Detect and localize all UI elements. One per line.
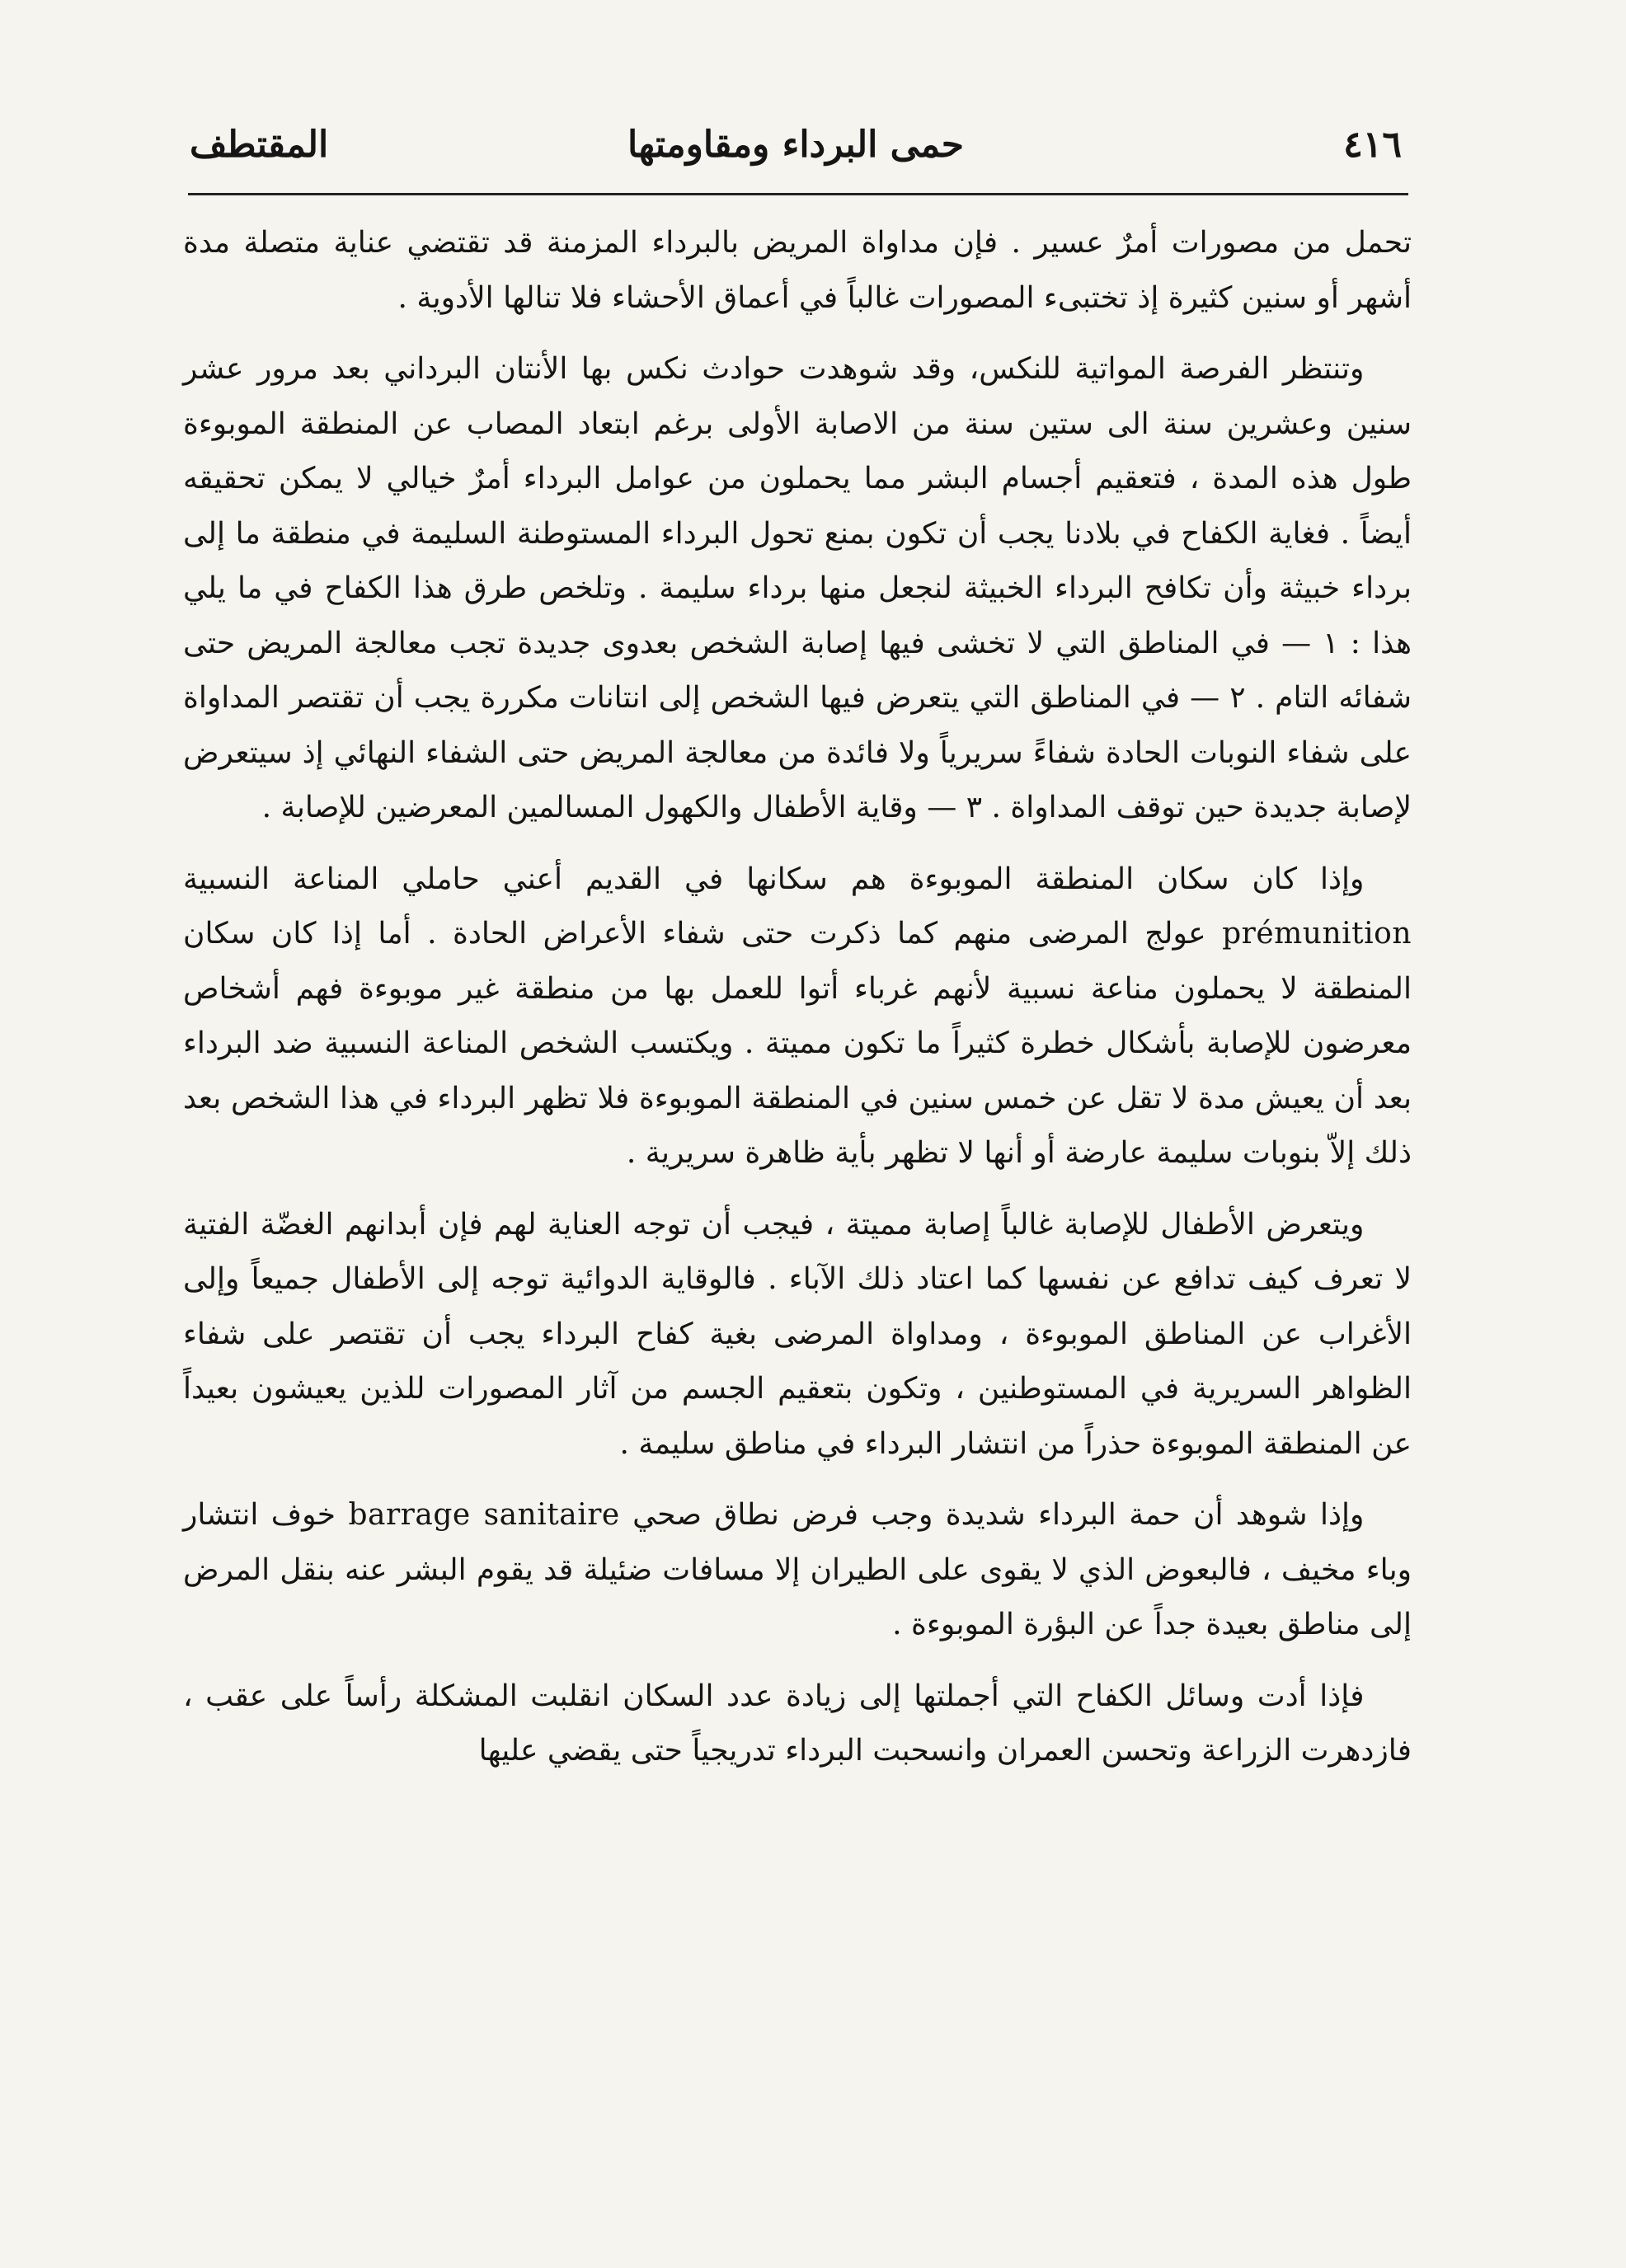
latin-term-premunition: prémunition: [1222, 917, 1412, 951]
page-header: [190, 124, 1402, 181]
paragraph-4: ويتعرض الأطفال للإصابة غالباً إصابة مميتة ، فيجب أن توجه العناية لهم فإن أبدانهم الغضّة الفتية لا تعرف كيف تدافع عن نفسها كما اعتاد ذلك الآباء . فالوقاية الدوائية توجه إلى الأطفال جميعاً وإلى الأغراب عن المناطق الموبوءة ، ومداواة المرضى بغية كفاح البرداء يجب أن تقتصر على شفاء الظواهر السريرية في المستوطنين ، وتكون بتعقيم الجسم من آثار المصورات للذين يعيشون بعيداً عن المنطقة الموبوءة حذراً من انتشار البرداء في مناطق سليمة .: [183, 1207, 1412, 1461]
paragraph-5-text-start: وإذا شوهد أن حمة البرداء شديدة وجب فرض نطاق صحي: [632, 1498, 1365, 1532]
journal-name: المقتطف: [190, 124, 329, 166]
paragraph-3: [183, 852, 1412, 1181]
paragraph-1: تحمل من مصورات أمرٌ عسير . فإن مداواة المريض بالبرداء المزمنة قد تقتضي عناية متصلة مدة أشهر أو سنين كثيرة إذ تختبىء المصورات غالباً في أعماق الأحشاء فلا تنالها الأدوية .: [183, 226, 1412, 315]
paragraph-5-text-end: خوف انتشار وباء مخيف ، فالبعوض الذي لا يقوى على الطيران إلا مسافات ضئيلة قد يقوم البشر عنه بنقل المرض إلى مناطق بعيدة جداً عن البؤرة الموبوءة .: [183, 1498, 1412, 1641]
paragraph-2: وتنتظر الفرصة المواتية للنكس، وقد شوهدت حوادث نكس بها الأنتان البرداني بعد مرور عشر سنين وعشرين سنة الى ستين سنة من الاصابة الأولى برغم ابتعاد المصاب عن المنطقة الموبوءة طول هذه المدة ، فتعقيم أجسام البشر مما يحملون من عوامل البرداء أمرٌ خيالي لا يمكن تحقيقه أيضاً . فغاية الكفاح في بلادنا يجب أن تكون بمنع تحول البرداء المستوطنة السليمة في منطقة ما إلى برداء خبيثة وأن تكافح البرداء الخبيثة لنجعل منها برداء سليمة . وتلخص طرق هذا الكفاح في ما يلي هذا : ١ — في المناطق التي لا تخشى فيها إصابة الشخص بعدوى جديدة تجب معالجة المريض حتى شفائه التام . ٢ — في المناطق التي يتعرض فيها الشخص إلى انتانات مكررة يجب أن تقتصر المداواة على شفاء النوبات الحادة شفاءً سريرياً ولا فائدة من معالجة المريض حتى الشفاء النهائي إذ سيتعرض لإصابة جديدة حين توقف المداواة . ٣ — وقاية الأطفال والكهول المسالمين المعرضين للإصابة .: [183, 352, 1412, 824]
paragraph-5: [183, 1488, 1412, 1653]
page-number: ٤١٦: [1343, 124, 1402, 166]
paragraph-6: فإذا أدت وسائل الكفاح التي أجملتها إلى زيادة عدد السكان انقلبت المشكلة رأساً على عقب ، فازدهرت الزراعة وتحسن العمران وانسحبت البرداء تدريجياً حتى يقضي عليها: [183, 1679, 1412, 1768]
paragraph-3-text-start: وإذا كان سكان المنطقة الموبوءة هم سكانها في القديم أعني حاملي المناعة النسبية: [183, 862, 1365, 896]
header-rule: [188, 193, 1408, 195]
running-title: حمى البرداء ومقاومتها: [627, 124, 964, 166]
paragraph-3-text-end: عولج المرضى منهم كما ذكرت حتى شفاء الأعراض الحادة . أما إذا كان سكان المنطقة لا يحملون مناعة نسبية لأنهم غرباء أتوا للعمل بها من منطقة غير موبوءة فهم أشخاص معرضون للإصابة بأشكال خطرة كثيراً ما تكون مميتة . ويكتسب الشخص المناعة النسبية ضد البرداء بعد أن يعيش مدة لا تقل عن خمس سنين في المنطقة الموبوءة فلا تظهر البرداء في هذا الشخص بعد ذلك إلاّ بنوبات سليمة عارضة أو أنها لا تظهر بأية ظاهرة سريرية .: [183, 917, 1412, 1170]
latin-term-barrage-sanitaire: barrage sanitaire: [348, 1498, 620, 1532]
body-text: [183, 216, 1412, 1779]
